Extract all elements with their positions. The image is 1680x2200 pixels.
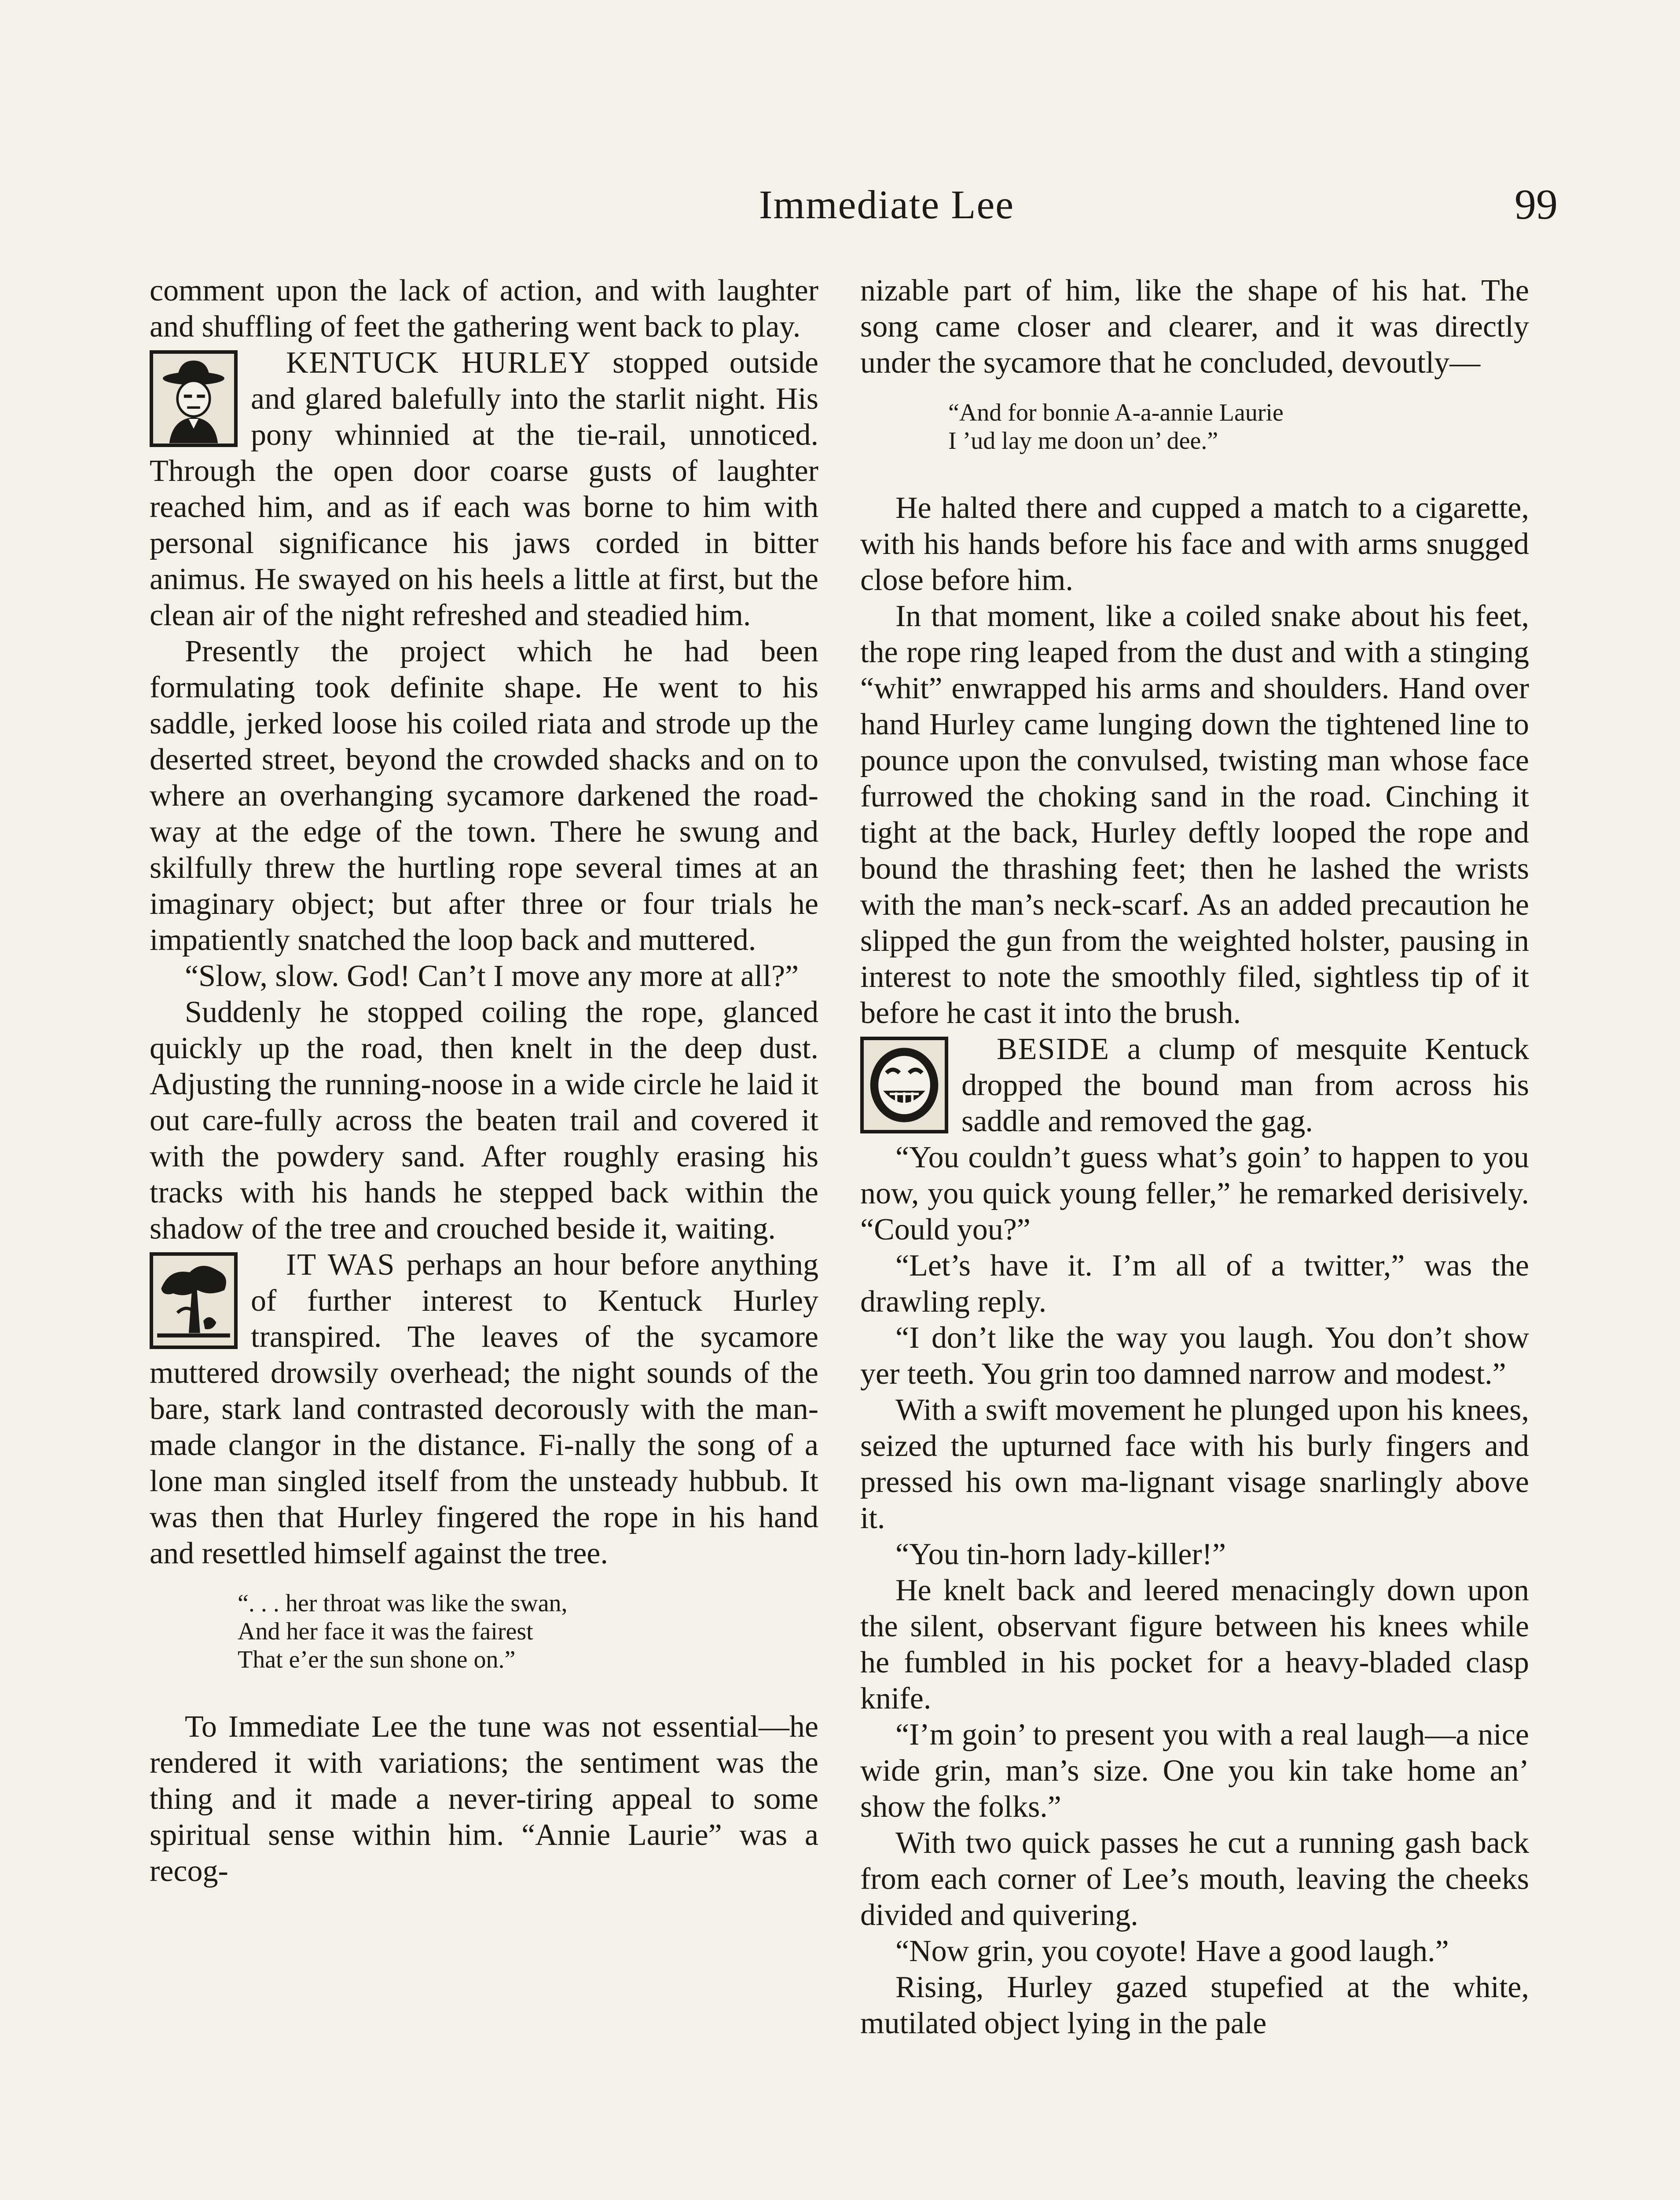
paragraph: “Slow, slow. God! Can’t I move any more at all?” [185, 959, 799, 993]
section-opening-paragraph [150, 1247, 818, 1572]
section-opening-paragraph [860, 1031, 1529, 1140]
paragraph: Suddenly he stopped coiling the rope, glanced quickly up the road, then knelt in the deep dust. Adjusting the running-noose in a wide circle he laid it out care-fully across the beaten trail and covered it with the powdery sand. After roughly erasing his tracks with his hands he stepped back within the shadow of the tree and crouched beside it, waiting. [150, 995, 818, 1246]
paragraph: Rising, Hurley gazed stupefied at the white, mutilated object lying in the pale [860, 1970, 1529, 2040]
paragraph: With two quick passes he cut a running gash back from each corner of Lee’s mouth, leaving the cheeks divided and quivering. [860, 1826, 1529, 1932]
song-verse [948, 399, 1529, 455]
right-column [860, 273, 1529, 2042]
verse-line: And her face it was the fairest [238, 1618, 533, 1645]
paragraph: In that moment, like a coiled snake about his feet, the rope ring leaped from the dust and with a stinging “whit” enwrapped his arms and shoulders. Hand over hand Hurley came lunging down the tightened line to pounce upon the convulsed, twisting man whose face furrowed the choking sand in the road. Cinching it tight at the back, Hurley deftly looped the rope and bound the thrashing feet; then he lashed the wrists with the man’s neck-scarf. As an added precaution he slipped the gun from the weighted holster, pausing in interest to note the smoothly filed, sightless tip of it before he cast it into the brush. [860, 599, 1529, 1030]
verse-line: “And for bonnie A-a-annie Laurie [948, 399, 1284, 426]
paragraph: He halted there and cupped a match to a cigarette, with his hands before his face and with arms snugged close before him. [860, 491, 1529, 597]
running-title: Immediate Lee [759, 182, 1015, 227]
section-lead-word: IT WAS [286, 1248, 396, 1282]
paragraph: comment upon the lack of action, and with laughter and shuffling of feet the gathering went back to play. [150, 274, 818, 344]
paragraph: “I don’t like the way you laugh. You don’t show yer teeth. You grin too damned narrow and modest.” [860, 1321, 1529, 1391]
section-lead-word: BESIDE [997, 1032, 1110, 1066]
verse-line: “. . . her throat was like the swan, [238, 1590, 568, 1617]
paragraph: He knelt back and leered menacingly down upon the silent, observant figure between his knees while he fumbled in his pocket for a heavy-bladed clasp knife. [860, 1573, 1529, 1716]
song-verse [238, 1589, 818, 1674]
paragraph: nizable part of him, like the shape of his hat. The song came closer and clearer, and it was directly under the sycamore that he concluded, devoutly— [860, 274, 1529, 380]
section-text: stopped outside and glared balefully into the starlit night. His pony whinnied at the tie-rail, unnoticed. Through the open door coarse gusts of laughter reached him, and as if each was borne to him with personal significance his jaws corded in bitter animus. He swayed on his heels a little at first, but the clean air of the night refreshed and steadied him. [150, 346, 819, 632]
cowboy-portrait-icon [150, 350, 238, 447]
verse-line: I ’ud lay me doon un’ dee.” [948, 427, 1218, 455]
paragraph: “You tin-horn lady-killer!” [895, 1537, 1226, 1571]
paragraph: “Now grin, you coyote! Have a good laugh.” [895, 1934, 1449, 1968]
verse-line: That e’er the sun shone on.” [238, 1646, 516, 1673]
section-text: a clump of mesquite Kentuck dropped the bound man from across his saddle and removed the gag. [961, 1032, 1529, 1138]
paragraph: With a swift movement he plunged upon his knees, seized the upturned face with his burly fingers and pressed his own ma-lignant visage snarlingly above it. [860, 1393, 1529, 1535]
left-column [150, 273, 818, 1889]
section-opening-paragraph [150, 345, 818, 634]
section-lead-word: KENTUCK HURLEY [286, 346, 592, 380]
paragraph: “You couldn’t guess what’s goin’ to happen to you now, you quick young feller,” he remarked derisively. “Could you?” [860, 1140, 1529, 1247]
paragraph: “Let’s have it. I’m all of a twitter,” was the drawling reply. [860, 1249, 1529, 1319]
sycamore-tree-icon [150, 1252, 238, 1349]
section-text: perhaps an hour before anything of further interest to Kentuck Hurley transpired. The leaves of the sycamore muttered drowsily overhead; the night sounds of the bare, stark land contrasted decorously with the man-made clangor in the distance. Fi-nally the song of a lone man singled itself from the unsteady hubbub. It was then that Hurley fingered the rope in his hand and resettled himself against the tree. [150, 1248, 818, 1570]
grinning-mask-icon [860, 1037, 948, 1133]
running-head [0, 176, 1680, 233]
page-number: 99 [1515, 181, 1558, 228]
paragraph: “I’m goin’ to present you with a real laugh—a nice wide grin, man’s size. One you kin take home an’ show the folks.” [860, 1718, 1529, 1824]
paragraph: To Immediate Lee the tune was not essential—he rendered it with variations; the sentiment was the thing and it made a never-tiring appeal to some spiritual sense within him. “Annie Laurie” was a recog- [150, 1710, 818, 1888]
paragraph: Presently the project which he had been formulating took definite shape. He went to his saddle, jerked loose his coiled riata and strode up the deserted street, beyond the crowded shacks and on to where an overhanging sycamore darkened the road-way at the edge of the town. There he swung and skilfully threw the hurtling rope several times at an imaginary object; but after three or four trials he impatiently snatched the loop back and muttered. [150, 634, 818, 957]
